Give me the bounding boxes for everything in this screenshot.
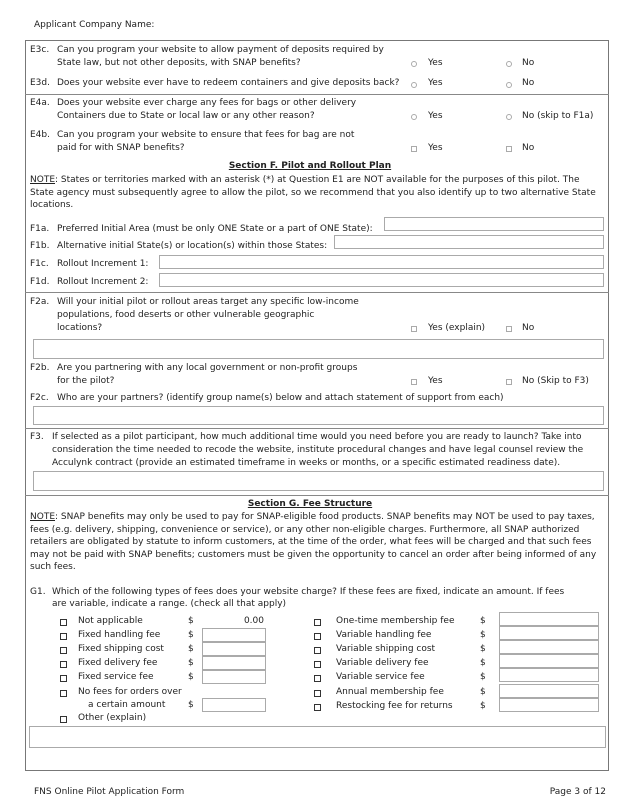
radio-label: Yes (428, 58, 443, 68)
currency-symbol: $ (480, 644, 486, 654)
question-text: populations, food deserts or other vulnerable geographic (57, 310, 315, 320)
note-text: : States or territories marked with an asterisk (*) at Question E1 are NOT available for the purposes of this pilot. The State agency must subsequently agree to allow the pilot, so we recommend that you also identify up to two alternative State locations. (30, 175, 596, 210)
currency-symbol: $ (480, 658, 486, 668)
radio-label: No (522, 78, 535, 88)
radio-label: No (Skip to F3) (522, 376, 589, 386)
fixed-handling-fee-checkbox[interactable] (60, 633, 67, 640)
fee-label: Fixed delivery fee (78, 658, 158, 668)
note-label: NOTE (30, 175, 56, 185)
fixed-shipping-cost-input[interactable] (202, 642, 266, 656)
fee-label: Fixed service fee (78, 672, 154, 682)
variable-service-fee-checkbox[interactable] (314, 675, 321, 682)
variable-shipping-cost-input[interactable] (499, 640, 599, 654)
f1c-input[interactable] (159, 255, 604, 269)
radio-label: No (522, 143, 535, 153)
annual-membership-fee-checkbox[interactable] (314, 690, 321, 697)
question-text: Does your website ever have to redeem containers and give deposits back? (57, 78, 400, 88)
variable-handling-fee-input[interactable] (499, 626, 599, 640)
other-explain-input[interactable] (29, 726, 606, 748)
question-text: If selected as a pilot participant, how much additional time would you need before you are ready to launch? Take into (52, 432, 582, 442)
fee-label: Not applicable (78, 616, 143, 626)
e3d-no-radio[interactable] (506, 82, 512, 88)
radio-label: Yes (428, 111, 443, 121)
note-label: NOTE (30, 512, 56, 522)
divider (25, 292, 609, 293)
currency-symbol: $ (188, 644, 194, 654)
currency-symbol: $ (188, 700, 194, 710)
fixed-delivery-fee-input[interactable] (202, 656, 266, 670)
currency-symbol: $ (480, 701, 486, 711)
f2a-no-radio[interactable] (506, 326, 512, 332)
radio-label: No (522, 323, 535, 333)
radio-label: Yes (explain) (428, 323, 486, 333)
variable-delivery-fee-input[interactable] (499, 654, 599, 668)
question-number: F1b. (30, 241, 50, 251)
fee-label: Restocking fee for returns (336, 701, 453, 711)
e4a-yes-radio[interactable] (411, 114, 417, 120)
fee-label: Variable service fee (336, 672, 425, 682)
question-text: Rollout Increment 2: (57, 277, 149, 287)
f2b-yes-radio[interactable] (411, 379, 417, 385)
fixed-service-fee-input[interactable] (202, 670, 266, 684)
question-text: Can you program your website to ensure that fees for bag are not (57, 130, 355, 140)
not-applicable-checkbox[interactable] (60, 619, 67, 626)
f2b-no-radio[interactable] (506, 379, 512, 385)
restocking-fee-input[interactable] (499, 698, 599, 712)
variable-shipping-cost-checkbox[interactable] (314, 647, 321, 654)
question-text: Rollout Increment 1: (57, 259, 149, 269)
f2c-partners-input[interactable] (33, 406, 604, 425)
e4b-no-radio[interactable] (506, 146, 512, 152)
fixed-delivery-fee-checkbox[interactable] (60, 661, 67, 668)
question-text: State law, but not other deposits, with SNAP benefits? (57, 58, 301, 68)
fee-label: Variable shipping cost (336, 644, 436, 654)
variable-handling-fee-checkbox[interactable] (314, 633, 321, 640)
annual-membership-fee-input[interactable] (499, 684, 599, 698)
question-text: consideration the time needed to recode the website, institute procedural changes and have legal counsel review the (52, 445, 584, 455)
question-number: F1d. (30, 277, 50, 287)
question-number: G1. (30, 587, 46, 597)
question-number: F2b. (30, 363, 50, 373)
question-number: E4b. (30, 130, 50, 140)
e4a-no-radio[interactable] (506, 114, 512, 120)
question-number: E4a. (30, 98, 50, 108)
question-number: E3c. (30, 45, 50, 55)
note-text: : SNAP benefits may only be used to pay for SNAP-eligible food products. SNAP benefits may NOT be used to pay taxes, fees (e.g. delivery, shipping, convenience or service), or any other non-eligible charges. Furthermore, all SNAP authorized retailers are obligated by statute to inform customers, at the time of the order, what fees will be charged and that such fees may not be paid with SNAP benefits; customers must be given the opportunity to cancel an order after being informed of any such fees. (30, 512, 597, 572)
not-applicable-amount: 0.00 (243, 616, 264, 626)
section-f-title: Section F. Pilot and Rollout Plan (228, 161, 392, 171)
f1b-input[interactable] (334, 235, 604, 249)
question-number: F2a. (30, 297, 50, 307)
e3d-yes-radio[interactable] (411, 82, 417, 88)
fixed-service-fee-checkbox[interactable] (60, 675, 67, 682)
question-number: F1a. (30, 224, 50, 234)
fixed-shipping-cost-checkbox[interactable] (60, 647, 67, 654)
radio-label: No (522, 58, 535, 68)
f1a-input[interactable] (384, 217, 604, 231)
fee-label: Fixed shipping cost (78, 644, 164, 654)
question-text: for the pilot? (57, 376, 115, 386)
e3c-no-radio[interactable] (506, 61, 512, 67)
e3c-yes-radio[interactable] (411, 61, 417, 67)
fee-label: a certain amount (88, 700, 166, 710)
radio-label: Yes (428, 78, 443, 88)
currency-symbol: $ (480, 630, 486, 640)
section-g-title: Section G. Fee Structure (247, 499, 373, 509)
currency-symbol: $ (480, 687, 486, 697)
divider (25, 94, 609, 95)
currency-symbol: $ (188, 672, 194, 682)
divider (25, 428, 609, 429)
footer-form-name: FNS Online Pilot Application Form (34, 787, 185, 797)
radio-label: No (skip to F1a) (522, 111, 594, 121)
fee-label: Variable delivery fee (336, 658, 429, 668)
fee-label: Fixed handling fee (78, 630, 161, 640)
fee-label: One-time membership fee (336, 616, 455, 626)
restocking-fee-checkbox[interactable] (314, 704, 321, 711)
currency-symbol: $ (188, 616, 194, 626)
question-number: F2c. (30, 393, 49, 403)
company-name-label: Applicant Company Name: (34, 20, 155, 30)
question-text: Who are your partners? (identify group name(s) below and attach statement of support from each) (57, 393, 504, 403)
section-f-note (30, 174, 605, 212)
other-fee-checkbox[interactable] (60, 716, 67, 723)
fee-label: Annual membership fee (336, 687, 444, 697)
question-text: Acculynk contract (provide an estimated timeframe in weeks or months, or a specific estimated readiness date). (52, 458, 561, 468)
currency-symbol: $ (480, 616, 486, 626)
question-number: E3d. (30, 78, 50, 88)
currency-symbol: $ (188, 630, 194, 640)
question-text: Alternative initial State(s) or location(s) within those States: (57, 241, 328, 251)
f2a-explain-input[interactable] (33, 339, 604, 359)
fee-label: Variable handling fee (336, 630, 432, 640)
f3-timeframe-input[interactable] (33, 471, 604, 491)
question-number: F1c. (30, 259, 49, 269)
f1d-input[interactable] (159, 273, 604, 287)
footer-page-number: Page 3 of 12 (549, 787, 606, 797)
question-text: Will your initial pilot or rollout areas target any specific low-income (57, 297, 359, 307)
question-text: Are you partnering with any local government or non-profit groups (57, 363, 358, 373)
question-text: Can you program your website to allow payment of deposits required by (57, 45, 384, 55)
fixed-handling-fee-input[interactable] (202, 628, 266, 642)
fee-label: Other (explain) (78, 713, 147, 723)
one-time-membership-fee-checkbox[interactable] (314, 619, 321, 626)
currency-symbol: $ (480, 672, 486, 682)
fee-label: No fees for orders over (78, 687, 182, 697)
question-text: Which of the following types of fees does your website charge? If these fees are fixed, indicate an amount. If fees (52, 587, 565, 597)
variable-delivery-fee-checkbox[interactable] (314, 661, 321, 668)
question-text: Containers due to State or local law or any other reason? (57, 111, 315, 121)
currency-symbol: $ (188, 658, 194, 668)
variable-service-fee-input[interactable] (499, 668, 599, 682)
question-text: Preferred Initial Area (must be only ONE State or a part of ONE State): (57, 224, 373, 234)
section-g-note (30, 511, 608, 574)
f2a-yes-radio[interactable] (411, 326, 417, 332)
no-fees-over-amount-checkbox[interactable] (60, 690, 67, 697)
question-text: are variable, indicate a range. (check all that apply) (52, 599, 287, 609)
e4b-yes-radio[interactable] (411, 146, 417, 152)
one-time-membership-fee-input[interactable] (499, 612, 599, 626)
question-number: F3. (30, 432, 44, 442)
radio-label: Yes (428, 143, 443, 153)
divider (25, 495, 609, 496)
radio-label: Yes (428, 376, 443, 386)
no-fees-over-amount-input[interactable] (202, 698, 266, 712)
question-text: Does your website ever charge any fees for bags or other delivery (57, 98, 357, 108)
question-text: paid for with SNAP benefits? (57, 143, 185, 153)
question-text: locations? (57, 323, 103, 333)
